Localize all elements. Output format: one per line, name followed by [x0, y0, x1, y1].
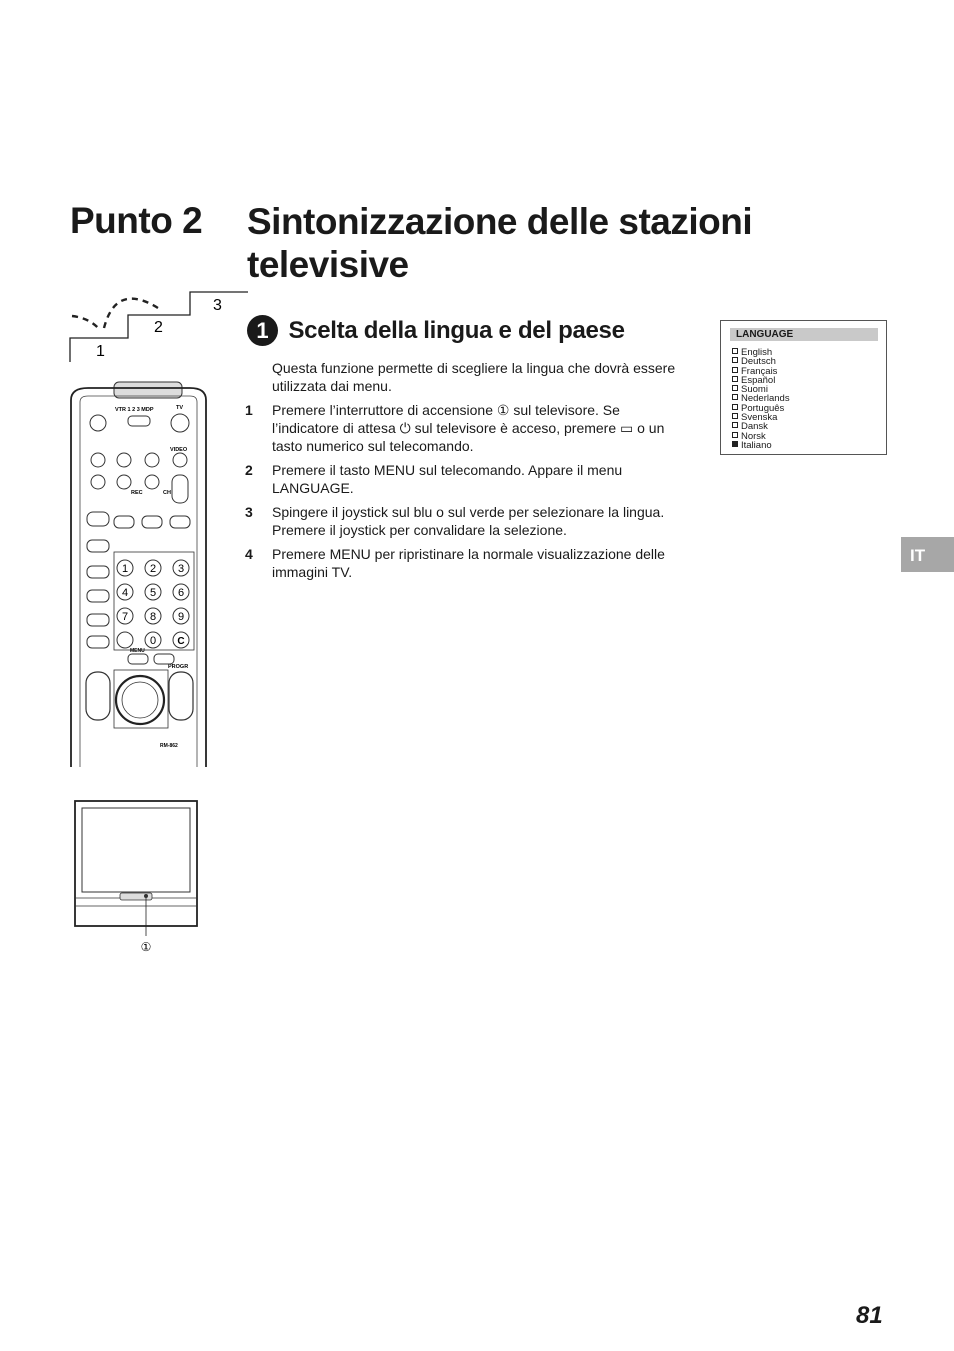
- step-text: Premere MENU per ripristinare la normale visualizzazione delle immagini TV.: [272, 546, 665, 580]
- rec-label: REC: [131, 490, 143, 496]
- rec-button[interactable]: [145, 475, 159, 489]
- section-title: Scelta della lingua e del paese: [288, 316, 625, 344]
- digit-5-label: 5: [149, 587, 157, 599]
- language-item: Suomi: [732, 385, 790, 394]
- checkbox-icon: [732, 348, 738, 354]
- menu-button[interactable]: [128, 654, 148, 664]
- function-button[interactable]: [87, 566, 109, 578]
- function-button[interactable]: [87, 636, 109, 648]
- section-number-badge: 1: [247, 315, 278, 346]
- language-list: [732, 348, 790, 450]
- tv-power-switch-icon[interactable]: [144, 894, 148, 898]
- digit-7-label: 7: [121, 611, 129, 623]
- step-text: Premere il tasto MENU sul telecomando. Appare il menu LANGUAGE.: [272, 462, 623, 496]
- function-button[interactable]: [154, 654, 174, 664]
- language-item: Español: [732, 376, 790, 385]
- function-button[interactable]: [87, 590, 109, 602]
- function-button[interactable]: [142, 516, 162, 528]
- section-heading: [247, 315, 625, 346]
- program-rocker[interactable]: [169, 672, 193, 720]
- steps-staircase-icon: [66, 288, 251, 363]
- teletext-button[interactable]: [87, 512, 109, 526]
- checkbox-icon: [732, 432, 738, 438]
- step-number: 4: [245, 546, 253, 562]
- checkbox-icon: [732, 394, 738, 400]
- step-number: 1: [245, 402, 253, 418]
- language-item: Português: [732, 404, 790, 413]
- language-item-selected: Italiano: [732, 441, 790, 450]
- checkbox-icon: [732, 404, 738, 410]
- fast-forward-button[interactable]: [145, 453, 159, 467]
- digit-2-label: 2: [149, 563, 157, 575]
- function-button[interactable]: [170, 516, 190, 528]
- language-item: Français: [732, 367, 790, 376]
- progr-label: PROGR: [168, 664, 189, 670]
- page-number: 81: [856, 1302, 883, 1329]
- pause-button[interactable]: [117, 475, 131, 489]
- language-menu-title: LANGUAGE: [730, 328, 878, 341]
- checkbox-checked-icon: [732, 441, 738, 447]
- step-text: Premere l’interruttore di accensione ① sul televisore. Se l’indicatore di attesa ⏻ sul televisore è acceso, premere ▭ o un tasto numerico sul telecomando.: [272, 402, 665, 454]
- tv-label: TV: [176, 405, 184, 411]
- joystick-ring-icon: [122, 682, 158, 718]
- checkbox-icon: [732, 385, 738, 391]
- stair-label-3: 3: [213, 297, 222, 314]
- language-item: Nederlands: [732, 394, 790, 403]
- page-title: Sintonizzazione delle stazioni televisive: [247, 201, 753, 285]
- digit-8-label: 8: [149, 611, 157, 623]
- language-menu-screen: [720, 320, 887, 455]
- stair-label-1: 1: [96, 343, 105, 360]
- play-button[interactable]: [117, 453, 131, 467]
- mute-button[interactable]: [90, 415, 106, 431]
- checkbox-icon: [732, 367, 738, 373]
- video-button[interactable]: [173, 453, 187, 467]
- ch-label: CH: [163, 490, 171, 496]
- digit-1-label: 1: [121, 563, 129, 575]
- remote-model-label: RM-862: [160, 743, 178, 749]
- digit-9-label: 9: [177, 611, 185, 623]
- video-label: VIDEO: [170, 447, 188, 453]
- digit-0-label: 0: [149, 635, 157, 647]
- channel-rocker[interactable]: [172, 475, 188, 503]
- step-number: 3: [245, 504, 253, 520]
- checkbox-icon: [732, 357, 738, 363]
- stair-label-2: 2: [154, 319, 163, 336]
- tv-power-label: ①: [140, 940, 152, 954]
- language-item: Dansk: [732, 422, 790, 431]
- vtr-selector-switch[interactable]: [128, 416, 150, 426]
- digit-3-label: 3: [177, 563, 185, 575]
- digit-6-label: 6: [177, 587, 185, 599]
- checkbox-icon: [732, 422, 738, 428]
- step-number: 2: [245, 462, 253, 478]
- remote-control-illustration: [68, 380, 210, 768]
- volume-rocker[interactable]: [86, 672, 110, 720]
- digit-4-label: 4: [121, 587, 129, 599]
- menu-label: MENU: [130, 648, 145, 654]
- language-item: Deutsch: [732, 357, 790, 366]
- timer-button[interactable]: [117, 632, 133, 648]
- stop-button[interactable]: [91, 475, 105, 489]
- c-label: C: [177, 636, 185, 647]
- checkbox-icon: [732, 413, 738, 419]
- step-text: Spingere il joystick sul blu o sul verde per selezionare la lingua. Premere il joystick per convalidare la selezione.: [272, 504, 665, 538]
- step-label: Punto 2: [70, 200, 203, 241]
- function-button[interactable]: [114, 516, 134, 528]
- rewind-button[interactable]: [91, 453, 105, 467]
- tv-set-illustration: [72, 798, 200, 956]
- function-button[interactable]: [87, 540, 109, 552]
- checkbox-icon: [732, 376, 738, 382]
- intro-paragraph: Questa funzione permette di scegliere la lingua che dovrà essere utilizzata dai menu.: [272, 360, 676, 394]
- tv-screen: [82, 808, 190, 892]
- tv-power-button[interactable]: [171, 414, 189, 432]
- vtr-selector-label: VTR 1 2 3 MDP: [115, 407, 154, 413]
- language-item: Svenska: [732, 413, 790, 422]
- language-item: English: [732, 348, 790, 357]
- function-button[interactable]: [87, 614, 109, 626]
- language-item: Norsk: [732, 432, 790, 441]
- language-tab: IT: [901, 537, 954, 572]
